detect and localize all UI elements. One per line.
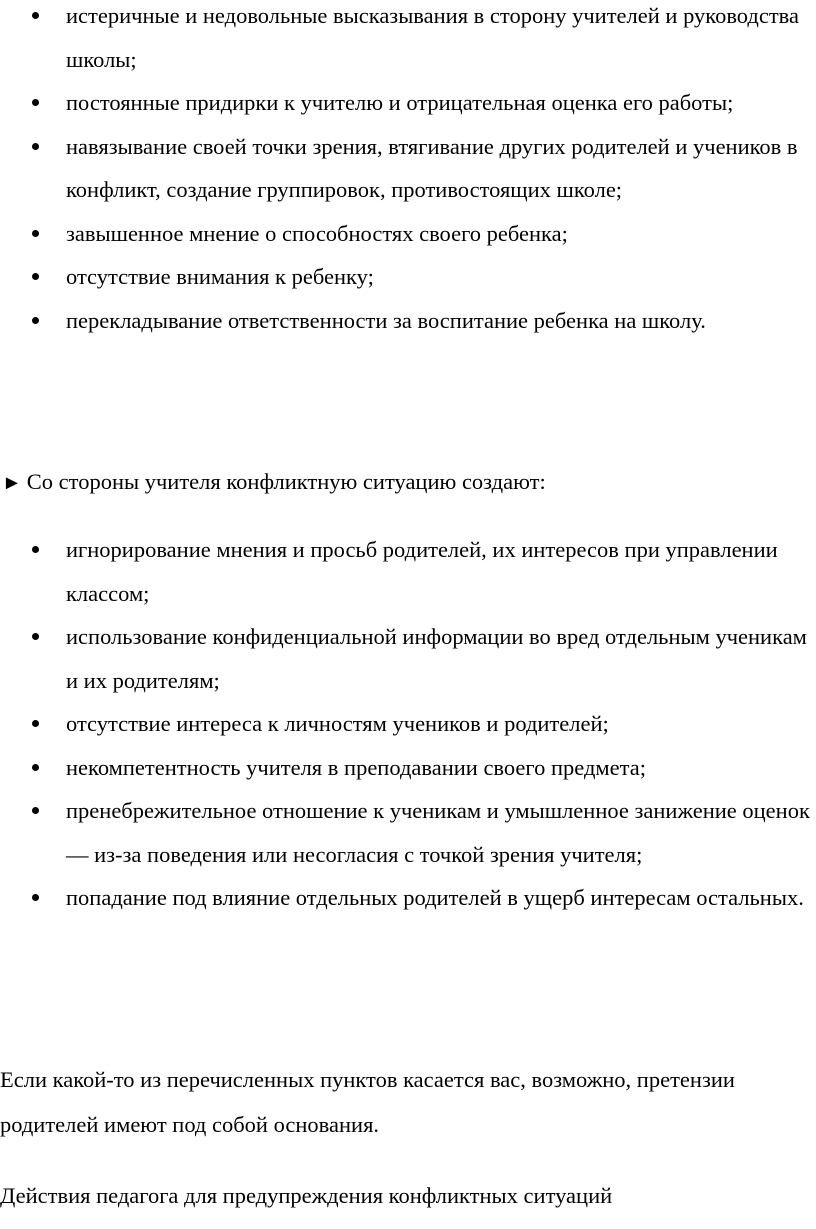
list-item	[0, 125, 810, 212]
section-heading: Действия педагога для предупреждения конфликтных ситуаций	[0, 1182, 613, 1208]
list-item-text: пренебрежительное отношение к ученикам и умышленное занижение оценок — из-за поведения или несогласия с точкой зрения учителя;	[66, 798, 810, 867]
list-item-text: использование конфиденциальной информации во вред отдельным ученикам и их родителям;	[66, 624, 807, 693]
list-item	[0, 746, 810, 790]
list-item	[0, 212, 810, 256]
bullet-icon	[32, 230, 39, 237]
bullet-icon	[32, 12, 39, 19]
bullet-icon	[32, 633, 39, 640]
teacher-conflict-causes-list	[0, 528, 810, 920]
list-item	[0, 81, 810, 125]
list-item	[0, 299, 810, 343]
bullet-icon	[32, 764, 39, 771]
list-item-text: завышенное мнение о способностях своего ребенка;	[66, 220, 568, 246]
list-item-text: игнорирование мнения и просьб родителей, их интересов при управлении классом;	[66, 537, 778, 606]
list-item	[0, 876, 810, 920]
list-item-text: отсутствие внимания к ребенку;	[66, 264, 374, 289]
bullet-icon	[32, 546, 39, 553]
bullet-icon	[32, 273, 39, 280]
list-item	[0, 789, 810, 876]
bullet-icon	[32, 807, 39, 814]
list-item-text: попадание под влияние отдельных родителей в ущерб интересам остальных.	[66, 885, 804, 910]
teacher-causes-heading-text: Со стороны учителя конфликтную ситуацию создают:	[26, 469, 546, 494]
list-item	[0, 255, 810, 299]
list-item	[0, 528, 810, 615]
bullet-icon	[32, 894, 39, 901]
bullet-icon	[32, 720, 39, 727]
list-item-text: некомпетентность учителя в преподавании своего предмета;	[66, 754, 646, 780]
bullet-icon	[32, 99, 39, 106]
bullet-icon	[32, 317, 39, 324]
list-item-text: перекладывание ответственности за воспитание ребенка на школу.	[66, 307, 706, 333]
list-item	[0, 615, 810, 702]
parent-conflict-causes-list	[0, 0, 810, 342]
list-item	[0, 0, 810, 81]
note-paragraph: Если какой-то из перечисленных пунктов касается вас, возможно, претензии родителей имеют под собой основания.	[0, 1066, 735, 1137]
list-item	[0, 702, 810, 746]
list-item-text: отсутствие интереса к личностям учеников и родителей;	[66, 711, 609, 736]
list-item-text: постоянные придирки к учителю и отрицательная оценка его работы;	[66, 90, 734, 115]
arrow-right-icon: ►	[2, 472, 22, 494]
bullet-icon	[32, 143, 39, 150]
list-item-text: истеричные и недовольные высказывания в сторону учителей и руководства школы;	[66, 3, 799, 72]
teacher-causes-heading	[2, 460, 546, 506]
list-item-text: навязывание своей точки зрения, втягивание других родителей и учеников в конфликт, создание группировок, противостоящих школе;	[66, 133, 798, 202]
